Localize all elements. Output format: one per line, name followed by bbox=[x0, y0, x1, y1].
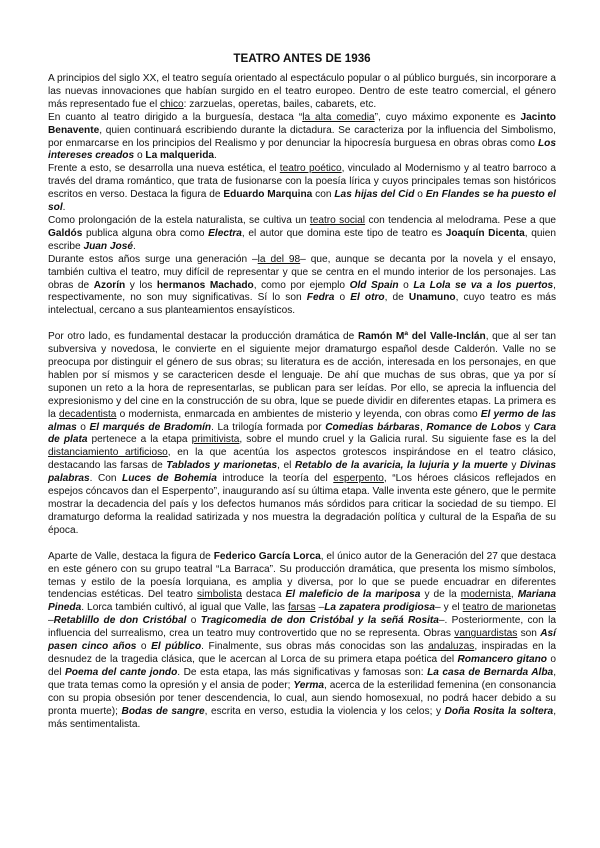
text-run: ”, cuyo máximo exponente es bbox=[374, 111, 521, 123]
emphasized-term: hermanos Machado bbox=[156, 279, 254, 291]
underlined-term: distanciamiento artificioso bbox=[48, 447, 168, 459]
text-run: o bbox=[186, 615, 201, 627]
emphasized-term: Divinas palabras bbox=[48, 460, 556, 485]
underlined-term: la del 98 bbox=[257, 253, 301, 265]
emphasized-term: En Flandes se ha puesto el sol bbox=[48, 189, 556, 214]
text-run: , que trata temas como la opresión y el ansia de poder; bbox=[48, 666, 557, 691]
text-run: – y el bbox=[434, 602, 463, 614]
emphasized-term: Electra bbox=[208, 227, 242, 239]
text-run: , respectivamente, no son muy significativas. Sí lo son bbox=[48, 279, 556, 304]
emphasized-term: Doña Rosita la soltera bbox=[444, 705, 554, 717]
emphasized-term: Federico García Lorca bbox=[213, 550, 321, 562]
emphasized-term: Comedias bárbaras bbox=[325, 421, 420, 433]
document-page bbox=[48, 52, 556, 731]
text-run: . bbox=[214, 150, 217, 162]
emphasized-term: Luces de Bohemia bbox=[122, 473, 217, 485]
paragraph bbox=[48, 215, 556, 254]
underlined-term: decadentista bbox=[59, 408, 117, 420]
text-run: , más sentimentalista. bbox=[48, 705, 557, 730]
emphasized-term: La Lola se va a los puertos bbox=[413, 279, 554, 291]
paragraph bbox=[48, 163, 556, 215]
text-run: son bbox=[517, 628, 541, 640]
text-run: , el autor que domina este tipo de teatro es bbox=[241, 227, 446, 239]
text-run: , que al ser tan subversiva y novedosa, le convierte en el siguiente mejor dramaturgo español desde Calderón. Valle no se preocupa por distinguir el género de sus obras; su literatura es de acción, interesada en los personajes, en que hablen por sí mismos y se caractericen desde el lenguaje. De ahí que muchas de sus obras, que ya por sí suponen un reto a la hora de representarlas, se publican para ser leídas. Por ello, se aprecia la influencia del expresionismo y del cine en la construcción de su obra, lque se puede dividir en diferentes etapas. La primera es la bbox=[48, 331, 556, 420]
paragraph bbox=[48, 112, 556, 164]
text-run: –. Posteriormente, con la influencia del surrealismo, crea un teatro muy controvertido que no se representa. Obras bbox=[48, 615, 556, 640]
text-run: o modernista, enmarcada en ambientes de misterio y leyenda, con obras como bbox=[116, 408, 481, 420]
text-run: o bbox=[414, 189, 426, 201]
text-run: , de bbox=[384, 292, 409, 304]
paragraph bbox=[48, 551, 556, 732]
text-run: introduce la teoría del bbox=[216, 473, 334, 485]
text-run: , bbox=[419, 421, 427, 433]
emphasized-term: Juan José bbox=[83, 240, 133, 252]
text-run: , bbox=[510, 589, 518, 601]
text-run: y los bbox=[125, 279, 157, 291]
underlined-term: simbolista bbox=[196, 589, 242, 601]
emphasized-term: Tablados y marionetas bbox=[166, 460, 278, 472]
text-run: , quien continuará escribiendo durante la dictadura. Se caracteriza por la influencia del Simbolismo, por enmarcarse en los principios del Realismo y por denunciar la hipocresía burguesa en obras obras como bbox=[48, 124, 556, 149]
text-run: A principios del siglo XX, el teatro seguía orientado al espectáculo popular o al público burgués, sin incorporare a las nuevas innovaciones que habían surgido en el teatro europeo. Dentro de este teatro comercial, el género más representado fue el bbox=[48, 73, 556, 110]
text-run: – bbox=[315, 602, 325, 614]
emphasized-term: Jacinto Benavente bbox=[48, 111, 556, 136]
text-run: publica alguna obra como bbox=[82, 227, 209, 239]
emphasized-term: Romance de Lobos bbox=[426, 421, 522, 433]
text-run: o bbox=[76, 421, 90, 433]
text-run: pertenece a la etapa bbox=[87, 434, 192, 446]
emphasized-term: El maleficio de la mariposa bbox=[285, 589, 421, 601]
text-run: Por otro lado, es fundamental destacar la producción dramática de bbox=[48, 331, 358, 343]
underlined-term: andaluzas bbox=[428, 641, 475, 653]
text-run: , escrita en verso, estudia la violencia y los celos; y bbox=[204, 705, 445, 717]
underlined-term: teatro de marionetas bbox=[462, 602, 556, 614]
text-run: y bbox=[507, 460, 520, 472]
emphasized-term: Retablo de la avaricia, la lujuria y la muerte bbox=[294, 460, 508, 472]
emphasized-term: Unamuno bbox=[408, 292, 456, 304]
paragraph bbox=[48, 331, 556, 538]
text-run: destaca bbox=[241, 589, 286, 601]
emphasized-term: Mariana Pineda bbox=[48, 589, 556, 614]
underlined-term: vanguardistas bbox=[454, 628, 518, 640]
emphasized-term: Azorín bbox=[93, 279, 126, 291]
text-run: , sobre el mundo cruel y la Galicia rural. Su siguiente fase es la del bbox=[239, 434, 557, 446]
underlined-term: modernista bbox=[460, 589, 511, 601]
emphasized-term: Las hijas del Cid bbox=[334, 189, 415, 201]
emphasized-term: Ramón Mª del Valle-Inclán bbox=[357, 331, 486, 343]
emphasized-term: Retablillo de don Cristóbal bbox=[53, 615, 187, 627]
text-run: , en la que acentúa los aspectos grotescos inspirándose en el teatro clásico, destacando las farsas de bbox=[48, 447, 556, 472]
emphasized-term: El otro bbox=[350, 292, 385, 304]
text-run: , cuyo teatro es más intelectual, cercano a sus planteamientos ensayísticos. bbox=[48, 292, 557, 317]
emphasized-term: Tragicomedia de don Cristóbal y la señá Rosita bbox=[200, 615, 439, 627]
text-run: y de la bbox=[420, 589, 461, 601]
underlined-term: la alta comedia bbox=[302, 111, 375, 123]
emphasized-term: El yermo de las almas bbox=[48, 408, 556, 433]
emphasized-term: El público bbox=[151, 641, 202, 653]
text-run: . Lorca también cultivó, al igual que Valle, las bbox=[81, 602, 288, 614]
text-run: . Con bbox=[89, 473, 123, 485]
text-run: . La trilogía formada por bbox=[211, 421, 326, 433]
text-run: . De esta etapa, las más significativas y famosas son: bbox=[177, 666, 428, 678]
text-run: . Finalmente, sus obras más conocidas son las bbox=[201, 641, 429, 653]
text-run: , vinculado al Modernismo y al teatro barroco a través del drama romántico, que trata de fusionarse con la poesía lírica y cuyos principales temas son históricos escritos en verso. Destaca la figura de bbox=[48, 163, 556, 201]
text-run: o bbox=[136, 641, 152, 653]
emphasized-term: La malquerida bbox=[145, 150, 215, 162]
emphasized-term: Así pasen cinco años bbox=[48, 628, 556, 653]
text-run: o del bbox=[48, 653, 556, 678]
text-run: , inspiradas en la desnudez de la tragedia clásica, que le acercan al Lorca de su primera etapa poética del bbox=[48, 641, 556, 665]
text-run: o bbox=[398, 279, 414, 291]
emphasized-term: Romancero gitano bbox=[457, 653, 547, 665]
text-run: o bbox=[134, 150, 146, 162]
emphasized-term: Poema del cante jondo bbox=[65, 666, 178, 678]
text-run: , “Los héroes clásicos reflejados en espejos cóncavos dan el Esperpento”, inaugurando así su última etapa. Valle inventa este género, que le permite mostrar la decadencia del país y los defectos humanos más sórdidos para criticar la sociedad de su tiempo. El dramaturgo deforma la realidad satirizada y nos muestra la degradación política y cultural de la España de su época. bbox=[48, 473, 557, 536]
text-run: y bbox=[521, 421, 534, 433]
underlined-term: primitivista bbox=[191, 434, 240, 446]
paragraph bbox=[48, 254, 556, 319]
underlined-term: teatro poético bbox=[279, 163, 342, 175]
underlined-term: chico bbox=[160, 98, 184, 110]
emphasized-term: Eduardo Marquina bbox=[223, 189, 313, 201]
text-run: – que, aunque se decanta por la novela y el ensayo, también cultiva el teatro, muy difícil de representar y que se centra en el mundo interior de los personajes. Las obras de bbox=[48, 253, 556, 291]
paragraph-gap bbox=[48, 538, 556, 551]
emphasized-term: La casa de Bernarda Alba bbox=[427, 666, 554, 678]
underlined-term: esperpento bbox=[333, 473, 384, 485]
emphasized-term: Old Spain bbox=[349, 279, 399, 291]
text-run: . bbox=[132, 240, 136, 252]
text-run: Frente a esto, se desarrolla una nueva estética, el bbox=[48, 163, 280, 175]
text-run: Como prolongación de la estela naturalista, se cultiva un bbox=[48, 214, 310, 226]
text-run: o bbox=[334, 292, 351, 304]
document-body bbox=[48, 73, 556, 731]
emphasized-term: Joaquín Dicenta bbox=[445, 227, 525, 239]
paragraph bbox=[48, 73, 556, 112]
emphasized-term: Bodas de sangre bbox=[121, 705, 205, 717]
text-run: , como por ejemplo bbox=[253, 279, 350, 291]
page-title: TEATRO ANTES DE 1936 bbox=[233, 52, 371, 65]
text-run: con bbox=[312, 189, 335, 201]
emphasized-term: Yerma bbox=[293, 679, 324, 691]
text-run: , el bbox=[277, 460, 295, 472]
underlined-term: teatro social bbox=[309, 214, 366, 226]
emphasized-term: Fedra bbox=[306, 292, 335, 304]
emphasized-term: Galdós bbox=[48, 227, 83, 239]
text-run: Aparte de Valle, destaca la figura de bbox=[48, 550, 214, 562]
emphasized-term: Cara de plata bbox=[48, 421, 556, 446]
underlined-term: farsas bbox=[287, 602, 316, 614]
emphasized-term: Los intereses creados bbox=[48, 137, 556, 162]
paragraph-gap bbox=[48, 318, 556, 331]
text-run: – bbox=[48, 615, 54, 627]
text-run: Durante estos años surge una generación – bbox=[48, 253, 258, 265]
text-run: , acerca de la esterilidad femenina (en consonancia con su propia obsesión por tener descendencia, lo cual, aun siendo homosexual, no podrá hacer debido a su pronta muerte); bbox=[48, 679, 557, 717]
text-run: : zarzuelas, operetas, bailes, cabarets, etc. bbox=[183, 98, 377, 110]
emphasized-term: La zapatera prodigiosa bbox=[324, 602, 435, 614]
text-run: . bbox=[62, 202, 66, 214]
emphasized-term: El marqués de Bradomín bbox=[89, 421, 212, 433]
text-run: , quien escribe bbox=[48, 227, 557, 252]
text-run: , el único autor de la Generación del 27 que destaca en este género con su grupo teatral “La Barraca”. Su producción dramática, que presenta los mismo símbolos, temas y estilo de la poesía lorquiana, es amplia y diversa, por lo que se puede encuadrar en diferentes tendencias estéticas. Del teatro bbox=[48, 550, 556, 601]
text-run: con tendencia al melodrama. Pese a que bbox=[365, 214, 556, 226]
text-run: En cuanto al teatro dirigido a la burguesía, destaca “ bbox=[48, 111, 303, 123]
